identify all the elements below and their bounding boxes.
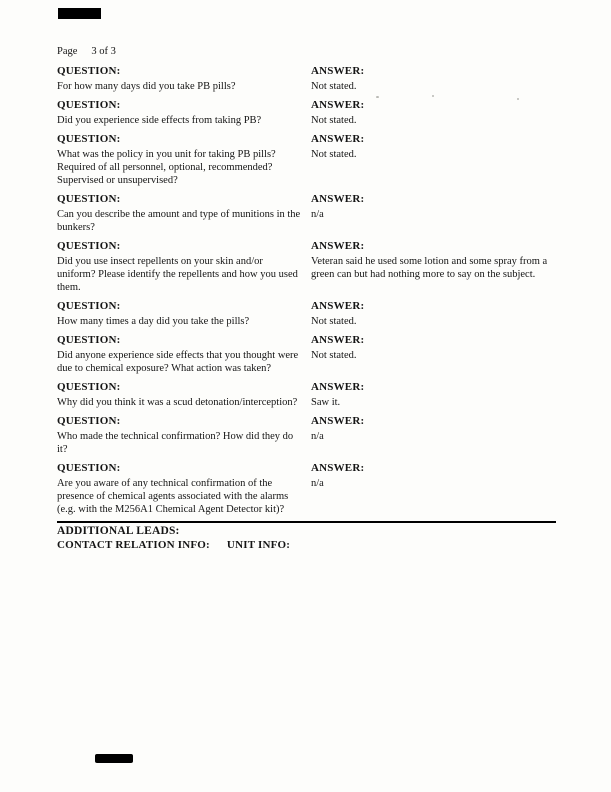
answer-text: Not stated. bbox=[311, 149, 357, 160]
question-text: What was the policy in you unit for taking PB pills? Required of all personnel, optional, recommended? Supervised or unsupervised? bbox=[57, 149, 276, 186]
question-text: For how many days did you take PB pills? bbox=[57, 81, 236, 92]
answer-col bbox=[311, 299, 557, 328]
scan-artifact-bottom bbox=[95, 754, 133, 763]
answer-col bbox=[311, 64, 557, 93]
qa-row bbox=[57, 380, 557, 409]
additional-leads-heading: ADDITIONAL LEADS: bbox=[57, 525, 180, 537]
qa-row bbox=[57, 461, 557, 516]
footer-info-line bbox=[57, 538, 557, 552]
question-col bbox=[57, 239, 311, 294]
question-label: QUESTION: bbox=[57, 99, 121, 111]
answer-text: Veteran said he used some lotion and some spray from a green can but had nothing more to say on the subject. bbox=[311, 256, 548, 280]
question-text: Why did you think it was a scud detonation/interception? bbox=[57, 397, 298, 408]
question-text: Did you experience side effects from taking PB? bbox=[57, 115, 262, 126]
qa-row bbox=[57, 132, 557, 187]
question-label: QUESTION: bbox=[57, 133, 121, 145]
answer-label: ANSWER: bbox=[311, 415, 365, 427]
question-col bbox=[57, 64, 311, 93]
scan-artifact-top bbox=[58, 8, 101, 19]
question-label: QUESTION: bbox=[57, 415, 121, 427]
document-page bbox=[57, 46, 557, 552]
answer-label: ANSWER: bbox=[311, 300, 365, 312]
answer-text: Not stated. bbox=[311, 350, 357, 361]
answer-label: ANSWER: bbox=[311, 381, 365, 393]
qa-row bbox=[57, 98, 557, 127]
question-col bbox=[57, 192, 311, 234]
question-text: Did you use insect repellents on your skin and/or uniform? Please identify the repellents and how you used them. bbox=[57, 256, 298, 293]
answer-label: ANSWER: bbox=[311, 240, 365, 252]
question-col bbox=[57, 333, 311, 375]
answer-label: ANSWER: bbox=[311, 193, 365, 205]
question-text: Who made the technical confirmation? How did they do it? bbox=[57, 431, 294, 455]
question-col bbox=[57, 98, 311, 127]
answer-label: ANSWER: bbox=[311, 462, 365, 474]
question-text: Can you describe the amount and type of munitions in the bunkers? bbox=[57, 209, 301, 233]
question-col bbox=[57, 461, 311, 516]
question-text: Did anyone experience side effects that you thought were due to chemical exposure? What action was taken? bbox=[57, 350, 299, 374]
unit-info-label: UNIT INFO: bbox=[226, 539, 291, 551]
question-label: QUESTION: bbox=[57, 240, 121, 252]
answer-label: ANSWER: bbox=[311, 334, 365, 346]
answer-label: ANSWER: bbox=[311, 99, 365, 111]
contact-relation-info-label: CONTACT RELATION INFO: bbox=[57, 539, 210, 551]
page-indicator-value: 3 of 3 bbox=[91, 46, 116, 57]
question-label: QUESTION: bbox=[57, 381, 121, 393]
question-label: QUESTION: bbox=[57, 193, 121, 205]
answer-text: Saw it. bbox=[311, 397, 341, 408]
page-indicator-label: Page bbox=[57, 46, 78, 57]
question-col bbox=[57, 132, 311, 187]
answer-col bbox=[311, 380, 557, 409]
answer-text: n/a bbox=[311, 431, 324, 442]
question-text: Are you aware of any technical confirmation of the presence of chemical agents associated with the alarms (e.g. with the M256A1 Chemical Agent Detector kit)? bbox=[57, 478, 289, 515]
qa-row bbox=[57, 64, 557, 93]
answer-text: Not stated. bbox=[311, 81, 357, 92]
answer-col bbox=[311, 239, 557, 294]
qa-row bbox=[57, 239, 557, 294]
question-col bbox=[57, 299, 311, 328]
qa-row bbox=[57, 333, 557, 375]
answer-text: n/a bbox=[311, 209, 324, 220]
answer-col bbox=[311, 192, 557, 234]
answer-text: Not stated. bbox=[311, 316, 357, 327]
answer-col bbox=[311, 414, 557, 456]
answer-col bbox=[311, 461, 557, 516]
answer-col bbox=[311, 98, 557, 127]
answer-col bbox=[311, 333, 557, 375]
qa-row bbox=[57, 414, 557, 456]
qa-row bbox=[57, 192, 557, 234]
footer-divider bbox=[57, 521, 556, 523]
answer-text: n/a bbox=[311, 478, 324, 489]
question-col bbox=[57, 380, 311, 409]
question-label: QUESTION: bbox=[57, 65, 121, 77]
answer-label: ANSWER: bbox=[311, 65, 365, 77]
answer-text: Not stated. bbox=[311, 115, 357, 126]
answer-label: ANSWER: bbox=[311, 133, 365, 145]
question-col bbox=[57, 414, 311, 456]
qa-row bbox=[57, 299, 557, 328]
question-label: QUESTION: bbox=[57, 462, 121, 474]
question-label: QUESTION: bbox=[57, 300, 121, 312]
question-label: QUESTION: bbox=[57, 334, 121, 346]
page-indicator bbox=[57, 46, 557, 57]
answer-col bbox=[311, 132, 557, 187]
question-text: How many times a day did you take the pills? bbox=[57, 316, 250, 327]
